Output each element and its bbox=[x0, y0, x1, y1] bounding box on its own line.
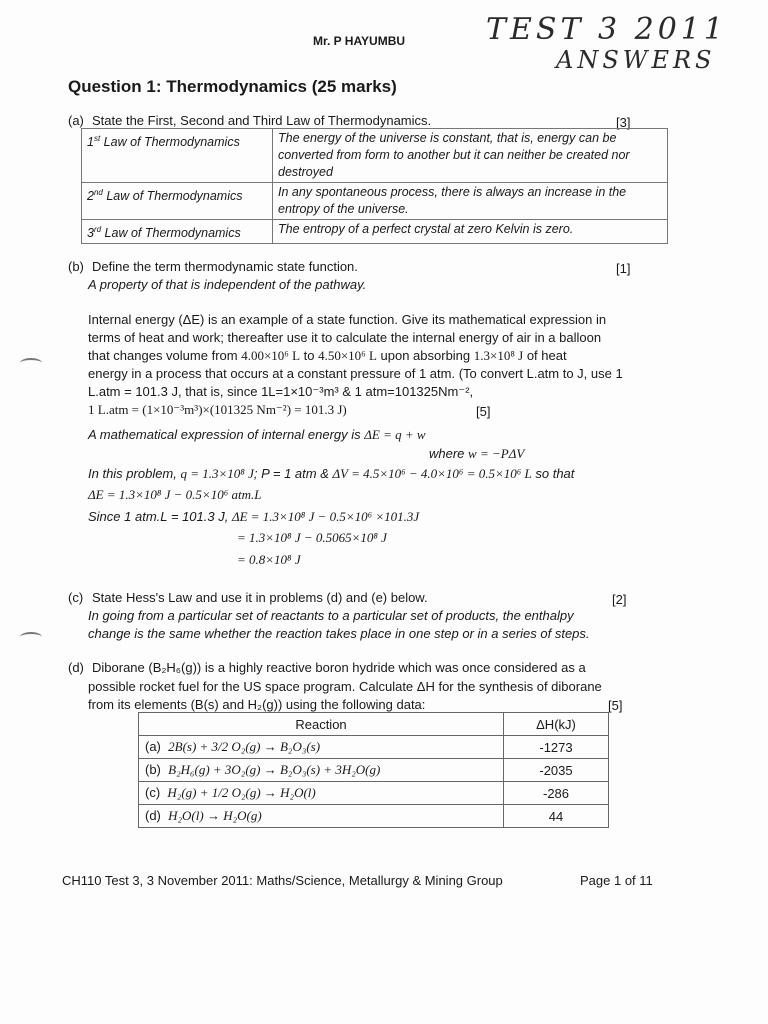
author-name: Mr. P HAYUMBU bbox=[313, 34, 406, 48]
part-a-prompt: State the First, Second and Third Law of Thermodynamics. bbox=[92, 113, 432, 128]
law-definition: In any spontaneous process, there is always an increase in the entropy of the universe. bbox=[273, 183, 668, 220]
part-b-paragraph-line: that changes volume from 4.00×10⁶ L to 4.50×10⁶ L upon absorbing 1.3×10⁸ J of heat bbox=[88, 348, 567, 363]
part-b-paragraph-line: Internal energy (ΔE) is an example of a state function. Give its mathematical expression in bbox=[88, 312, 607, 327]
enthalpy-column-header: ΔH(kJ) bbox=[504, 713, 609, 736]
part-b-paragraph-line: L.atm = 101.3 J, that is, since 1L=1×10⁻³m³ & 1 atm=101325Nm⁻², bbox=[88, 384, 474, 399]
part-b-working-line: = 1.3×10⁸ J − 0.5065×10⁸ J bbox=[237, 530, 387, 545]
part-c-marks: [2] bbox=[612, 592, 627, 607]
law-name: 3rd Law of Thermodynamics bbox=[82, 220, 273, 244]
part-b-working-line: = 0.8×10⁸ J bbox=[237, 552, 301, 567]
part-a-label: (a) bbox=[68, 113, 84, 128]
handwritten-test-label: TEST 3 2011 bbox=[486, 12, 727, 47]
laws-row bbox=[82, 220, 668, 244]
reaction-row bbox=[139, 782, 609, 805]
law-name: 2nd Law of Thermodynamics bbox=[82, 183, 273, 220]
laws-table bbox=[81, 128, 668, 244]
part-b-paragraph-line: 1 L.atm = (1×10⁻³m³)×(101325 Nm⁻²) = 101.3 J) bbox=[88, 402, 347, 417]
part-b-working-line: where w = −PΔV bbox=[429, 446, 525, 461]
laws-row bbox=[82, 129, 668, 183]
reaction-table-header bbox=[139, 713, 609, 736]
part-d-text-line: Diborane (B₂H₆(g)) is a highly reactive boron hydride which was once considered as a bbox=[92, 660, 586, 675]
part-d-text-line: from its elements (B(s) and H₂(g)) using the following data: bbox=[88, 697, 426, 712]
reaction-equation: (b) B₂H₆(g) + 3O₂(g) → B₂O₃(s) + 3H₂O(g) bbox=[139, 759, 504, 782]
footer-course: CH110 Test 3, 3 November 2011: Maths/Science, Metallurgy & Mining Group bbox=[62, 873, 503, 888]
part-d-marks: [5] bbox=[608, 698, 623, 713]
reaction-column-header: Reaction bbox=[139, 713, 504, 736]
laws-row bbox=[82, 183, 668, 220]
part-c-answer-line: In going from a particular set of reactants to a particular set of products, the enthalpy bbox=[88, 608, 574, 623]
question-title: Question 1: Thermodynamics (25 marks) bbox=[68, 77, 397, 96]
reaction-enthalpy: -1273 bbox=[504, 736, 609, 759]
part-b-working-line: A mathematical expression of internal energy is ΔE = q + w bbox=[88, 427, 426, 442]
scan-mark bbox=[20, 358, 42, 368]
part-c-answer-line: change is the same whether the reaction takes place in one step or in a series of steps. bbox=[88, 626, 590, 641]
part-b-working-line: ΔE = 1.3×10⁸ J − 0.5×10⁶ atm.L bbox=[88, 487, 262, 502]
reaction-equation: (d) H₂O(l) → H₂O(g) bbox=[139, 805, 504, 828]
part-b-working-line: In this problem, q = 1.3×10⁸ J; P = 1 atm & ΔV = 4.5×10⁶ − 4.0×10⁶ = 0.5×10⁶ L so that bbox=[88, 466, 575, 481]
part-b-paragraph-line: terms of heat and work; thereafter use it to calculate the internal energy of air in a balloon bbox=[88, 330, 602, 345]
part-b-working-line: Since 1 atm.L = 101.3 J, ΔE = 1.3×10⁸ J − 0.5×10⁶ ×101.3J bbox=[88, 509, 420, 524]
reaction-row bbox=[139, 805, 609, 828]
part-b-paragraph-line: energy in a process that occurs at a constant pressure of 1 atm. (To convert L.atm to J, use 1 bbox=[88, 366, 623, 381]
law-definition: The entropy of a perfect crystal at zero Kelvin is zero. bbox=[273, 220, 668, 244]
handwritten-answers-label: ANSWERS bbox=[556, 46, 716, 74]
part-b-prompt: Define the term thermodynamic state function. bbox=[92, 259, 358, 274]
reaction-enthalpy: 44 bbox=[504, 805, 609, 828]
reaction-equation: (a) 2B(s) + 3/2 O₂(g) → B₂O₃(s) bbox=[139, 736, 504, 759]
part-d-text-line: possible rocket fuel for the US space program. Calculate ΔH for the synthesis of diborane bbox=[88, 679, 602, 694]
footer-page-number: Page 1 of 11 bbox=[580, 873, 653, 888]
part-c-label: (c) bbox=[68, 590, 84, 605]
law-definition: The energy of the universe is constant, that is, energy can be converted from form to another but it can neither be created nor destroyed bbox=[273, 129, 668, 183]
scan-mark bbox=[20, 632, 42, 642]
reaction-enthalpy: -2035 bbox=[504, 759, 609, 782]
part-b-paragraph-marks: [5] bbox=[476, 404, 491, 419]
law-name: 1st Law of Thermodynamics bbox=[82, 129, 273, 183]
part-a-marks: [3] bbox=[616, 115, 631, 130]
part-c-prompt: State Hess's Law and use it in problems (d) and (e) below. bbox=[92, 590, 428, 605]
reaction-row bbox=[139, 759, 609, 782]
part-b-marks: [1] bbox=[616, 261, 631, 276]
reaction-data-table bbox=[138, 712, 609, 828]
reaction-equation: (c) H₂(g) + 1/2 O₂(g) → H₂O(l) bbox=[139, 782, 504, 805]
part-d-label: (d) bbox=[68, 660, 84, 675]
reaction-row bbox=[139, 736, 609, 759]
part-b-label: (b) bbox=[68, 259, 84, 274]
part-b-answer: A property of that is independent of the pathway. bbox=[88, 277, 367, 292]
reaction-enthalpy: -286 bbox=[504, 782, 609, 805]
